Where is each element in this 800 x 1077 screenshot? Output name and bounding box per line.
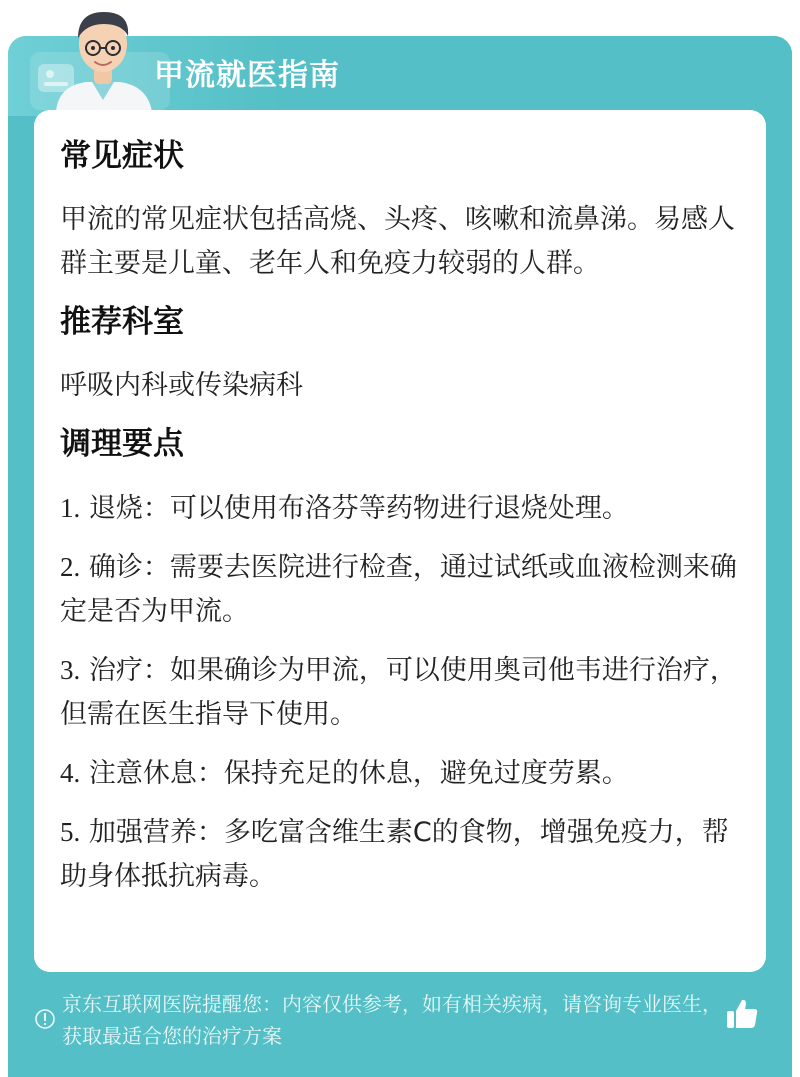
list-item-text: 注意休息：保持充足的休息，避免过度劳累。 bbox=[88, 758, 629, 789]
list-item-number: 5. bbox=[60, 817, 81, 847]
department-text: 呼吸内科或传染病科 bbox=[60, 370, 303, 401]
thumbs-up-icon[interactable] bbox=[724, 996, 760, 1032]
list-item-text: 加强营养：多吃富含维生素C的食物，增强免疫力，帮助身体抵抗病毒。 bbox=[60, 817, 729, 892]
section-heading-symptoms: 常见症状 bbox=[60, 138, 184, 174]
section-heading-department: 推荐科室 bbox=[60, 304, 184, 340]
list-item-text: 退烧：可以使用布洛芬等药物进行退烧处理。 bbox=[88, 493, 629, 524]
list-item bbox=[60, 545, 740, 634]
list-item-number: 1. bbox=[60, 493, 81, 523]
page-title: 甲流就医指南 bbox=[154, 58, 340, 93]
doctor-avatar bbox=[48, 4, 158, 112]
list-item-text: 治疗：如果确诊为甲流，可以使用奥司他韦进行治疗，但需在医生指导下使用。 bbox=[60, 655, 737, 730]
list-item bbox=[60, 751, 740, 796]
list-item-number: 4. bbox=[60, 758, 81, 788]
list-item bbox=[60, 810, 740, 899]
list-item bbox=[60, 486, 740, 531]
list-item-number: 2. bbox=[60, 552, 81, 582]
content-card bbox=[34, 110, 766, 972]
symptoms-text: 甲流的常见症状包括高烧、头疼、咳嗽和流鼻涕。易感人群主要是儿童、老年人和免疫力较弱的人群。 bbox=[60, 204, 735, 279]
info-icon bbox=[34, 1008, 56, 1030]
list-item bbox=[60, 648, 740, 737]
list-item-number: 3. bbox=[60, 655, 81, 685]
footer-notice-text: 京东互联网医院提醒您：内容仅供参考，如有相关疾病，请咨询专业医生，获取最适合您的治疗方案 bbox=[62, 992, 722, 1048]
list-item-text: 确诊：需要去医院进行检查，通过试纸或血液检测来确定是否为甲流。 bbox=[60, 552, 737, 627]
section-heading-care: 调理要点 bbox=[60, 426, 184, 462]
